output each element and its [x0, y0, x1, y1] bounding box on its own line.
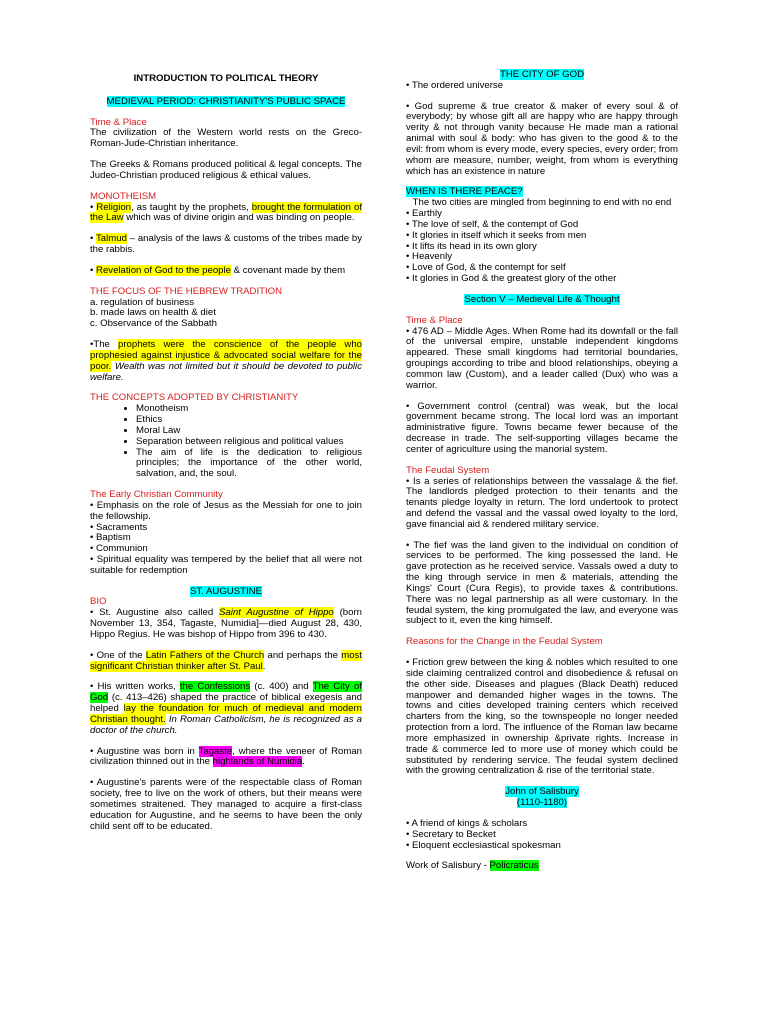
list-item: • Separation between religious and political values [136, 437, 362, 448]
salisbury-years [406, 798, 678, 809]
text-segment: . [302, 756, 305, 768]
hebrew-item-b: b. made laws on health & diet [90, 307, 216, 319]
list-item: • Moral Law [136, 426, 362, 437]
bullet-glyph: • [90, 233, 96, 245]
text-segment: (c. 413–426) shaped the practice of biblical exegesis and helped [90, 692, 362, 715]
section5-paragraph-2: • Government control (central) was weak, but the local government became strong. The local lord was an important administrative figure. Towns became fewer because of the decrease in trade. The self-supporting villages became the center of agriculture using the manorial system. [406, 400, 678, 455]
text-segment: • One of the [90, 649, 146, 661]
peace-intro: The two cities are mingled from beginning to end with no end [412, 197, 672, 209]
section5-time-place-heading: Time & Place [406, 314, 463, 326]
right-column [406, 70, 678, 872]
text-segment: • Augustine was born in [90, 745, 199, 757]
augustine-heading [90, 587, 362, 598]
left-column [90, 70, 362, 832]
salisbury-years-text: (1110-1180) [516, 797, 568, 809]
time-place-paragraph-1: The civilization of the Western world rests on the Greco-Roman-Jude-Christian inheritance. [90, 127, 362, 150]
peace-item: • Heavenly [406, 251, 453, 263]
early-item-communion: • Communion [90, 543, 148, 555]
peace-item: • Earthly [406, 208, 442, 220]
augustine-heading-text: ST. AUGUSTINE [190, 585, 262, 597]
highlight-hippo: Saint Augustine of Hippo [219, 607, 334, 619]
text-segment: which was of divine origin and was binding on people. [123, 212, 355, 224]
list-item: • The aim of life is the dedication to religious principles; the importance of the other world, salvation, and, the soul. [136, 448, 362, 480]
highlight-numidia: highlands of Numidia [212, 756, 303, 768]
highlight-latin-fathers: Latin Fathers of the Church [145, 649, 265, 661]
augustine-birthplace-paragraph [90, 747, 362, 769]
highlight-religion: Religion [96, 201, 131, 213]
document-title: INTRODUCTION TO POLITICAL THEORY [133, 73, 319, 84]
highlight-thinker: most significant Christian thinker after St. Paul [90, 649, 362, 672]
augustine-parents-paragraph: • Augustine's parents were of the respectable class of Roman society, free to live on the work of others, but their means were sometimes straitened. They managed to acquire a first-class education for Augustine, and he seems to have been the only child sent off to be educated. [90, 777, 362, 832]
italic-segment: In Roman Catholicism, he is recognized as a doctor of the church. [90, 713, 363, 736]
text-segment: , as taught by the prophets, [131, 201, 252, 213]
hebrew-item-a: a. regulation of business [90, 296, 194, 308]
highlight-prophets: prophets were the conscience of the people who prophesied against injustice & advocated social welfare for the poor. [90, 339, 363, 372]
text-segment: . [262, 660, 266, 672]
peace-item: • Love of God, & the contempt for self [406, 262, 566, 274]
peace-item: • It glories in God & the greatest glory of the other [406, 273, 617, 285]
section5-heading-text: Section V – Medieval Life & Thought [464, 293, 620, 305]
bio-label: BIO [90, 596, 107, 608]
text-segment: – analysis of the laws & customs of the tribes made by the rabbis. [90, 233, 362, 256]
time-place-paragraph-2: The Greeks & Romans produced political & legal concepts. The Judeo-Christian produced religious & ethical values. [90, 159, 362, 181]
list-item: • Monotheism [136, 404, 362, 415]
highlight-tagaste: Tagaste [198, 745, 233, 757]
text-segment: and perhaps the [264, 649, 342, 661]
text-segment: Work of Salisbury - [406, 860, 490, 872]
prophets-paragraph [90, 340, 362, 383]
period-heading [90, 97, 362, 108]
city-of-god-heading-text: THE CITY OF GOD [499, 69, 585, 80]
bullet-glyph: • [90, 201, 97, 213]
monotheism-bullet-revelation [90, 266, 362, 277]
early-paragraph: • Emphasis on the role of Jesus as the Messiah for one to join the fellowship. [90, 499, 362, 522]
highlight-talmud: Talmud [95, 233, 127, 245]
highlight-revelation: Revelation of God to the people [96, 264, 231, 276]
hebrew-item-c: c. Observance of the Sabbath [90, 318, 217, 330]
early-item-equality: • Spiritual equality was tempered by the belief that all were not suitable for redemption [90, 553, 362, 576]
text-segment: & covenant made by them [230, 264, 346, 276]
text-segment: , where the veneer of Roman civilization thinned out in the [90, 745, 362, 768]
period-heading-text: MEDIEVAL PERIOD: CHRISTIANITY'S PUBLIC SPACE [106, 95, 346, 107]
early-item-baptism: • Baptism [90, 532, 131, 544]
highlight-law: brought the formulation of the Law [90, 201, 362, 224]
salisbury-item: • Secretary to Becket [406, 828, 496, 840]
bullet-glyph: • [90, 264, 97, 276]
text-segment: • St. Augustine also called [90, 607, 220, 619]
early-community-heading: The Early Christian Community [90, 489, 223, 501]
peace-item: • The love of self, & the contempt of God [406, 218, 579, 230]
augustine-works-paragraph [90, 682, 362, 736]
salisbury-name-text: John of Salisbury [505, 786, 579, 798]
highlight-confessions: the Confessions [179, 681, 251, 693]
highlight-policraticus: Policraticus [489, 860, 539, 872]
highlight-foundation: lay the foundation for much of medieval and modern Christian thought. [90, 703, 362, 725]
section5-paragraph-1: • 476 AD – Middle Ages. When Rome had its downfall or the fall of the universal empire, unstable independent kingdoms appeared. These small kingdoms had territorial boundaries, groupings according to tribe and blood relationships, obeying a common law (Custom), and a leader called (Dux) who was a warrior. [406, 325, 678, 391]
highlight-city-of-god: The City of God [90, 681, 362, 704]
reasons-heading: Reasons for the Change in the Feudal System [406, 636, 603, 648]
peace-item: • It glories in itself which it seeks from men [406, 229, 587, 241]
monotheism-bullet-religion [90, 203, 362, 225]
feudal-heading: The Feudal System [406, 464, 490, 476]
section5-heading [406, 295, 678, 306]
peace-item: • It lifts its head in its own glory [406, 240, 537, 252]
time-place-heading: Time & Place [90, 116, 147, 128]
salisbury-item: • Eloquent ecclesiastical spokesman [406, 839, 561, 851]
city-paragraph-1: • The ordered universe [406, 79, 504, 91]
italic-segment: Wealth was not limited but it should be devoted to public welfare. [90, 360, 362, 383]
list-item: • Ethics [136, 415, 362, 426]
feudal-paragraph-2: • The fief was the land given to the individual on condition of services to be performed. The king possessed the land. He gave protection as he received service. Vassals owed a duty to the king through service in men & materials, attending the Kings' Court (Cura Regis), to provide taxes & contributions. There was no legal partnership as all were customary. In the feudal system, the king promulgated the law, and everyone was subject to it, even the king himself. [406, 539, 678, 627]
salisbury-item: • A friend of kings & scholars [406, 817, 528, 829]
text-segment: (c. 400) and [250, 681, 313, 693]
text-segment: •The [90, 339, 119, 351]
peace-heading-text: WHEN IS THERE PEACE? [406, 186, 523, 198]
early-item-sacraments: • Sacraments [90, 521, 148, 533]
concepts-list [90, 404, 362, 480]
reasons-paragraph: • Friction grew between the king & nobles which resulted to one side claiming centralized control and disobedience & refusal on the other side. Diseases and plagues (Black Death) reduced manpower and demanded higher wages in the towns. The towns and cities developed training centers which received charters from the king, so the townspeople no longer needed protection from a lord. The influence of the Roman law became more emphasized in ownership &private rights. Increase in trade & commerce led to more use of money which could be substituted by rendering service. The feudal system declined with the growing centralization & rise of the territorial state. [406, 657, 678, 777]
monotheism-heading: MONOTHEISM [90, 190, 157, 202]
monotheism-bullet-talmud [90, 234, 362, 256]
city-paragraph-2: • God supreme & true creator & maker of every soul & of everybody; by whose gift all are happy who are happy through verity & not through vanity because He made man a rational animal with soul & body: who has given to the good & to the evil: from whom is every mode, every species, every order; from whom are measure, number, weight, from whom is everything which has an existence in nature [406, 100, 678, 177]
text-segment: (born November 13, 354, Tagaste, Numidia]—died August 28, 430, Hippo Regius. He was bishop of Hippo from 396 to 430. [90, 607, 362, 640]
augustine-bio-paragraph [90, 608, 362, 640]
salisbury-work [406, 861, 678, 872]
augustine-fathers-paragraph [90, 651, 362, 673]
concepts-heading: THE CONCEPTS ADOPTED BY CHRISTIANITY [90, 392, 299, 404]
text-segment: • His written works, [90, 681, 180, 693]
hebrew-heading: THE FOCUS OF THE HEBREW TRADITION [90, 285, 283, 297]
feudal-paragraph-1: • Is a series of relationships between the vassalage & the fief. The landlords pledged protection to their tenants and the tenants pledge loyalty in return. The lord undertook to protect and defend the vassal and the vassal owed loyalty to the lord, gave financial aid & rendered military service. [406, 475, 678, 530]
